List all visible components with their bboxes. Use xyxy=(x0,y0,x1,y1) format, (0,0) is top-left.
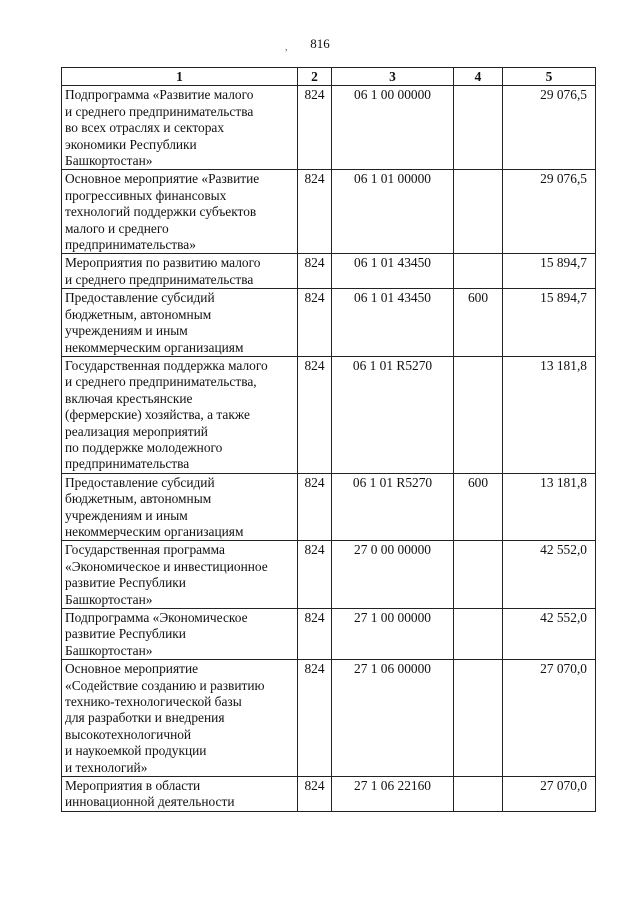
row-vr: 600 xyxy=(454,473,503,541)
row-name: Государственная поддержка малого и среднего предпринимательства, включая крестьянские (фермерские) хозяйства, а также реализация мероприятий по поддержке молодежного предпринимательства xyxy=(62,356,298,473)
row-csr: 06 1 01 R5270 xyxy=(332,356,454,473)
row-csr: 06 1 01 43450 xyxy=(332,289,454,357)
row-csr: 27 1 00 00000 xyxy=(332,609,454,660)
row-sum: 42 552,0 xyxy=(503,609,596,660)
column-header-csr: 3 xyxy=(332,68,454,86)
table-row xyxy=(62,170,596,254)
row-vr xyxy=(454,777,503,812)
row-vr xyxy=(454,254,503,289)
row-sum: 13 181,8 xyxy=(503,356,596,473)
row-ved: 824 xyxy=(298,473,332,541)
column-header-ved: 2 xyxy=(298,68,332,86)
table-row xyxy=(62,289,596,357)
table-row xyxy=(62,660,596,777)
row-vr xyxy=(454,86,503,170)
column-header-name: 1 xyxy=(62,68,298,86)
row-name: Мероприятия по развитию малого и среднего предпринимательства xyxy=(62,254,298,289)
scan-mark: , xyxy=(285,42,288,53)
row-vr xyxy=(454,660,503,777)
row-csr: 06 1 01 00000 xyxy=(332,170,454,254)
table-row xyxy=(62,609,596,660)
row-name: Подпрограмма «Экономическое развитие Республики Башкортостан» xyxy=(62,609,298,660)
row-sum: 42 552,0 xyxy=(503,541,596,609)
row-vr: 600 xyxy=(454,289,503,357)
row-sum: 13 181,8 xyxy=(503,473,596,541)
page-number: 816 xyxy=(310,36,330,51)
table-row xyxy=(62,541,596,609)
row-sum: 27 070,0 xyxy=(503,777,596,812)
row-csr: 27 1 06 00000 xyxy=(332,660,454,777)
row-csr: 06 1 01 43450 xyxy=(332,254,454,289)
row-name: Мероприятия в области инновационной деятельности xyxy=(62,777,298,812)
row-name: Основное мероприятие «Развитие прогрессивных финансовых технологий поддержки субъектов малого и среднего предпринимательства» xyxy=(62,170,298,254)
row-sum: 27 070,0 xyxy=(503,660,596,777)
row-name: Основное мероприятие «Содействие созданию и развитию технико-технологической базы для разработки и внедрения высокотехнологичной и наукоемкой продукции и технологий» xyxy=(62,660,298,777)
budget-table xyxy=(61,67,596,812)
row-ved: 824 xyxy=(298,777,332,812)
row-vr xyxy=(454,170,503,254)
table-header-row xyxy=(62,68,596,86)
row-name: Подпрограмма «Развитие малого и среднего предпринимательства во всех отраслях и секторах экономики Республики Башкортостан» xyxy=(62,86,298,170)
row-csr: 27 1 06 22160 xyxy=(332,777,454,812)
row-sum: 15 894,7 xyxy=(503,289,596,357)
row-sum: 29 076,5 xyxy=(503,170,596,254)
row-csr: 27 0 00 00000 xyxy=(332,541,454,609)
row-vr xyxy=(454,609,503,660)
row-ved: 824 xyxy=(298,86,332,170)
table-row xyxy=(62,777,596,812)
row-vr xyxy=(454,356,503,473)
row-ved: 824 xyxy=(298,356,332,473)
row-name: Предоставление субсидий бюджетным, автономным учреждениям и иным некоммерческим организациям xyxy=(62,289,298,357)
table-row xyxy=(62,473,596,541)
table-row xyxy=(62,356,596,473)
row-ved: 824 xyxy=(298,170,332,254)
row-name: Государственная программа «Экономическое и инвестиционное развитие Республики Башкортостан» xyxy=(62,541,298,609)
row-vr xyxy=(454,541,503,609)
row-ved: 824 xyxy=(298,254,332,289)
row-ved: 824 xyxy=(298,609,332,660)
row-ved: 824 xyxy=(298,289,332,357)
column-header-sum: 5 xyxy=(503,68,596,86)
row-sum: 29 076,5 xyxy=(503,86,596,170)
table-row xyxy=(62,86,596,170)
row-ved: 824 xyxy=(298,660,332,777)
row-sum: 15 894,7 xyxy=(503,254,596,289)
column-header-vr: 4 xyxy=(454,68,503,86)
row-csr: 06 1 01 R5270 xyxy=(332,473,454,541)
table-row xyxy=(62,254,596,289)
row-name: Предоставление субсидий бюджетным, автономным учреждениям и иным некоммерческим организациям xyxy=(62,473,298,541)
row-csr: 06 1 00 00000 xyxy=(332,86,454,170)
row-ved: 824 xyxy=(298,541,332,609)
